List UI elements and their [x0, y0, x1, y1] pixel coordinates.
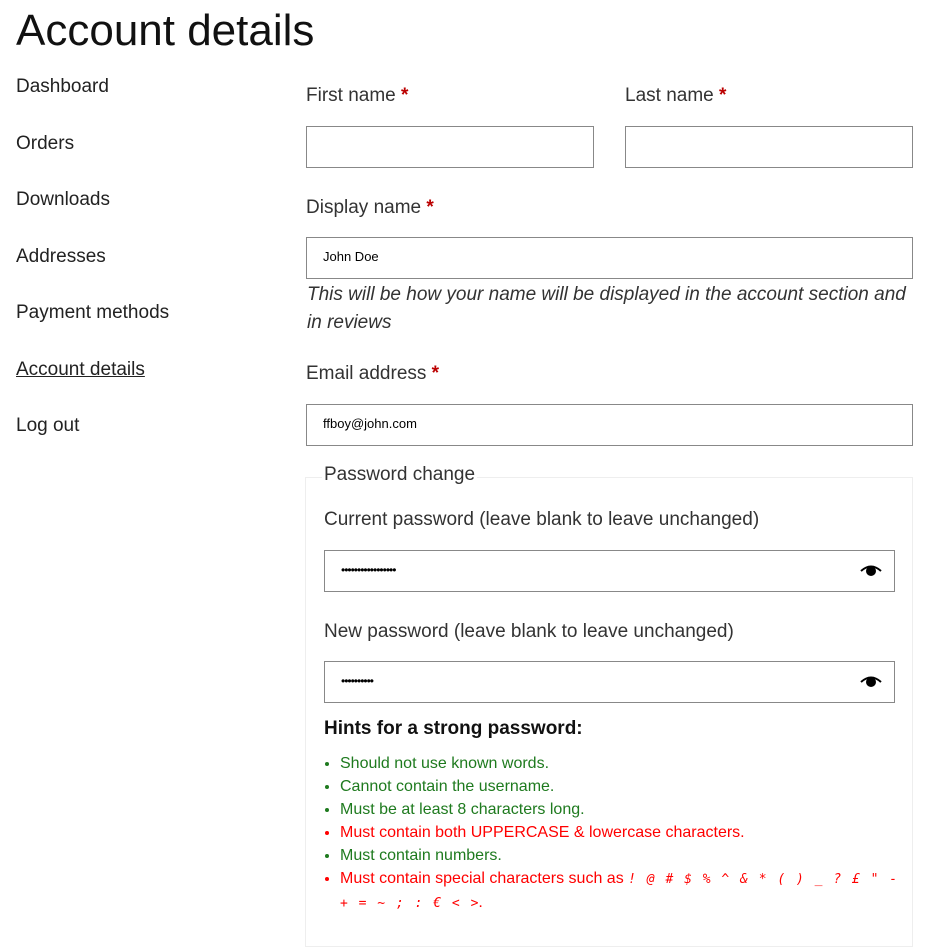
display-name-input[interactable]: John Doe — [306, 237, 913, 279]
required-marker: * — [719, 85, 727, 106]
hint-item: • Must contain both UPPERCASE & lowercase characters. — [340, 821, 910, 844]
first-name-label — [306, 85, 408, 107]
last-name-label — [625, 85, 726, 107]
hint-item: • Must contain numbers. — [340, 844, 910, 867]
special-chars: ! @ # $ % ^ & * ( ) _ ? £ " - + = ~ ; : € < > — [340, 872, 898, 911]
label-text: First name — [306, 85, 396, 106]
eye-icon[interactable] — [860, 674, 882, 688]
label-text: Display name — [306, 197, 422, 218]
password-legend: Password change — [324, 464, 476, 485]
last-name-input[interactable] — [625, 126, 913, 168]
password-dots: ••••••••••••••••• — [341, 563, 396, 577]
current-password-input[interactable] — [324, 550, 895, 592]
hint-item: • Cannot contain the username. — [340, 775, 910, 798]
required-marker: * — [401, 85, 409, 106]
hint-item: • Should not use known words. — [340, 752, 910, 775]
password-dots: •••••••••• — [341, 674, 374, 688]
new-password-input[interactable] — [324, 661, 895, 703]
nav-dashboard[interactable]: Dashboard — [16, 76, 109, 97]
hint-end: . — [478, 894, 483, 911]
nav-log-out[interactable]: Log out — [16, 415, 80, 436]
nav-payment-methods[interactable]: Payment methods — [16, 302, 170, 323]
page-title: Account details — [16, 6, 315, 55]
label-text: Email address — [306, 363, 427, 384]
display-name-label — [306, 197, 434, 219]
first-name-input[interactable] — [306, 126, 594, 168]
password-hints-title: Hints for a strong password: — [324, 718, 583, 739]
nav-downloads[interactable]: Downloads — [16, 189, 110, 210]
hint-item: • Must be at least 8 characters long. — [340, 798, 910, 821]
display-name-hint: This will be how your name will be displayed in the account section and in reviews — [307, 284, 906, 333]
current-password-label: Current password (leave blank to leave unchanged) — [324, 509, 760, 530]
account-nav — [16, 72, 169, 468]
email-input[interactable]: ffboy@john.com — [306, 404, 913, 446]
hint-item — [340, 867, 910, 915]
nav-account-details[interactable]: Account details — [16, 358, 145, 380]
nav-orders[interactable]: Orders — [16, 132, 75, 154]
required-marker: * — [431, 363, 440, 384]
hint-text: Must contain special characters such as — [340, 870, 629, 887]
eye-icon[interactable] — [860, 563, 882, 577]
password-hints-list — [322, 752, 910, 915]
required-marker: * — [426, 197, 434, 218]
label-text: Last name — [625, 85, 714, 106]
email-label — [306, 363, 439, 385]
nav-addresses[interactable]: Addresses — [16, 245, 106, 267]
new-password-label: New password (leave blank to leave unchanged) — [324, 621, 734, 642]
